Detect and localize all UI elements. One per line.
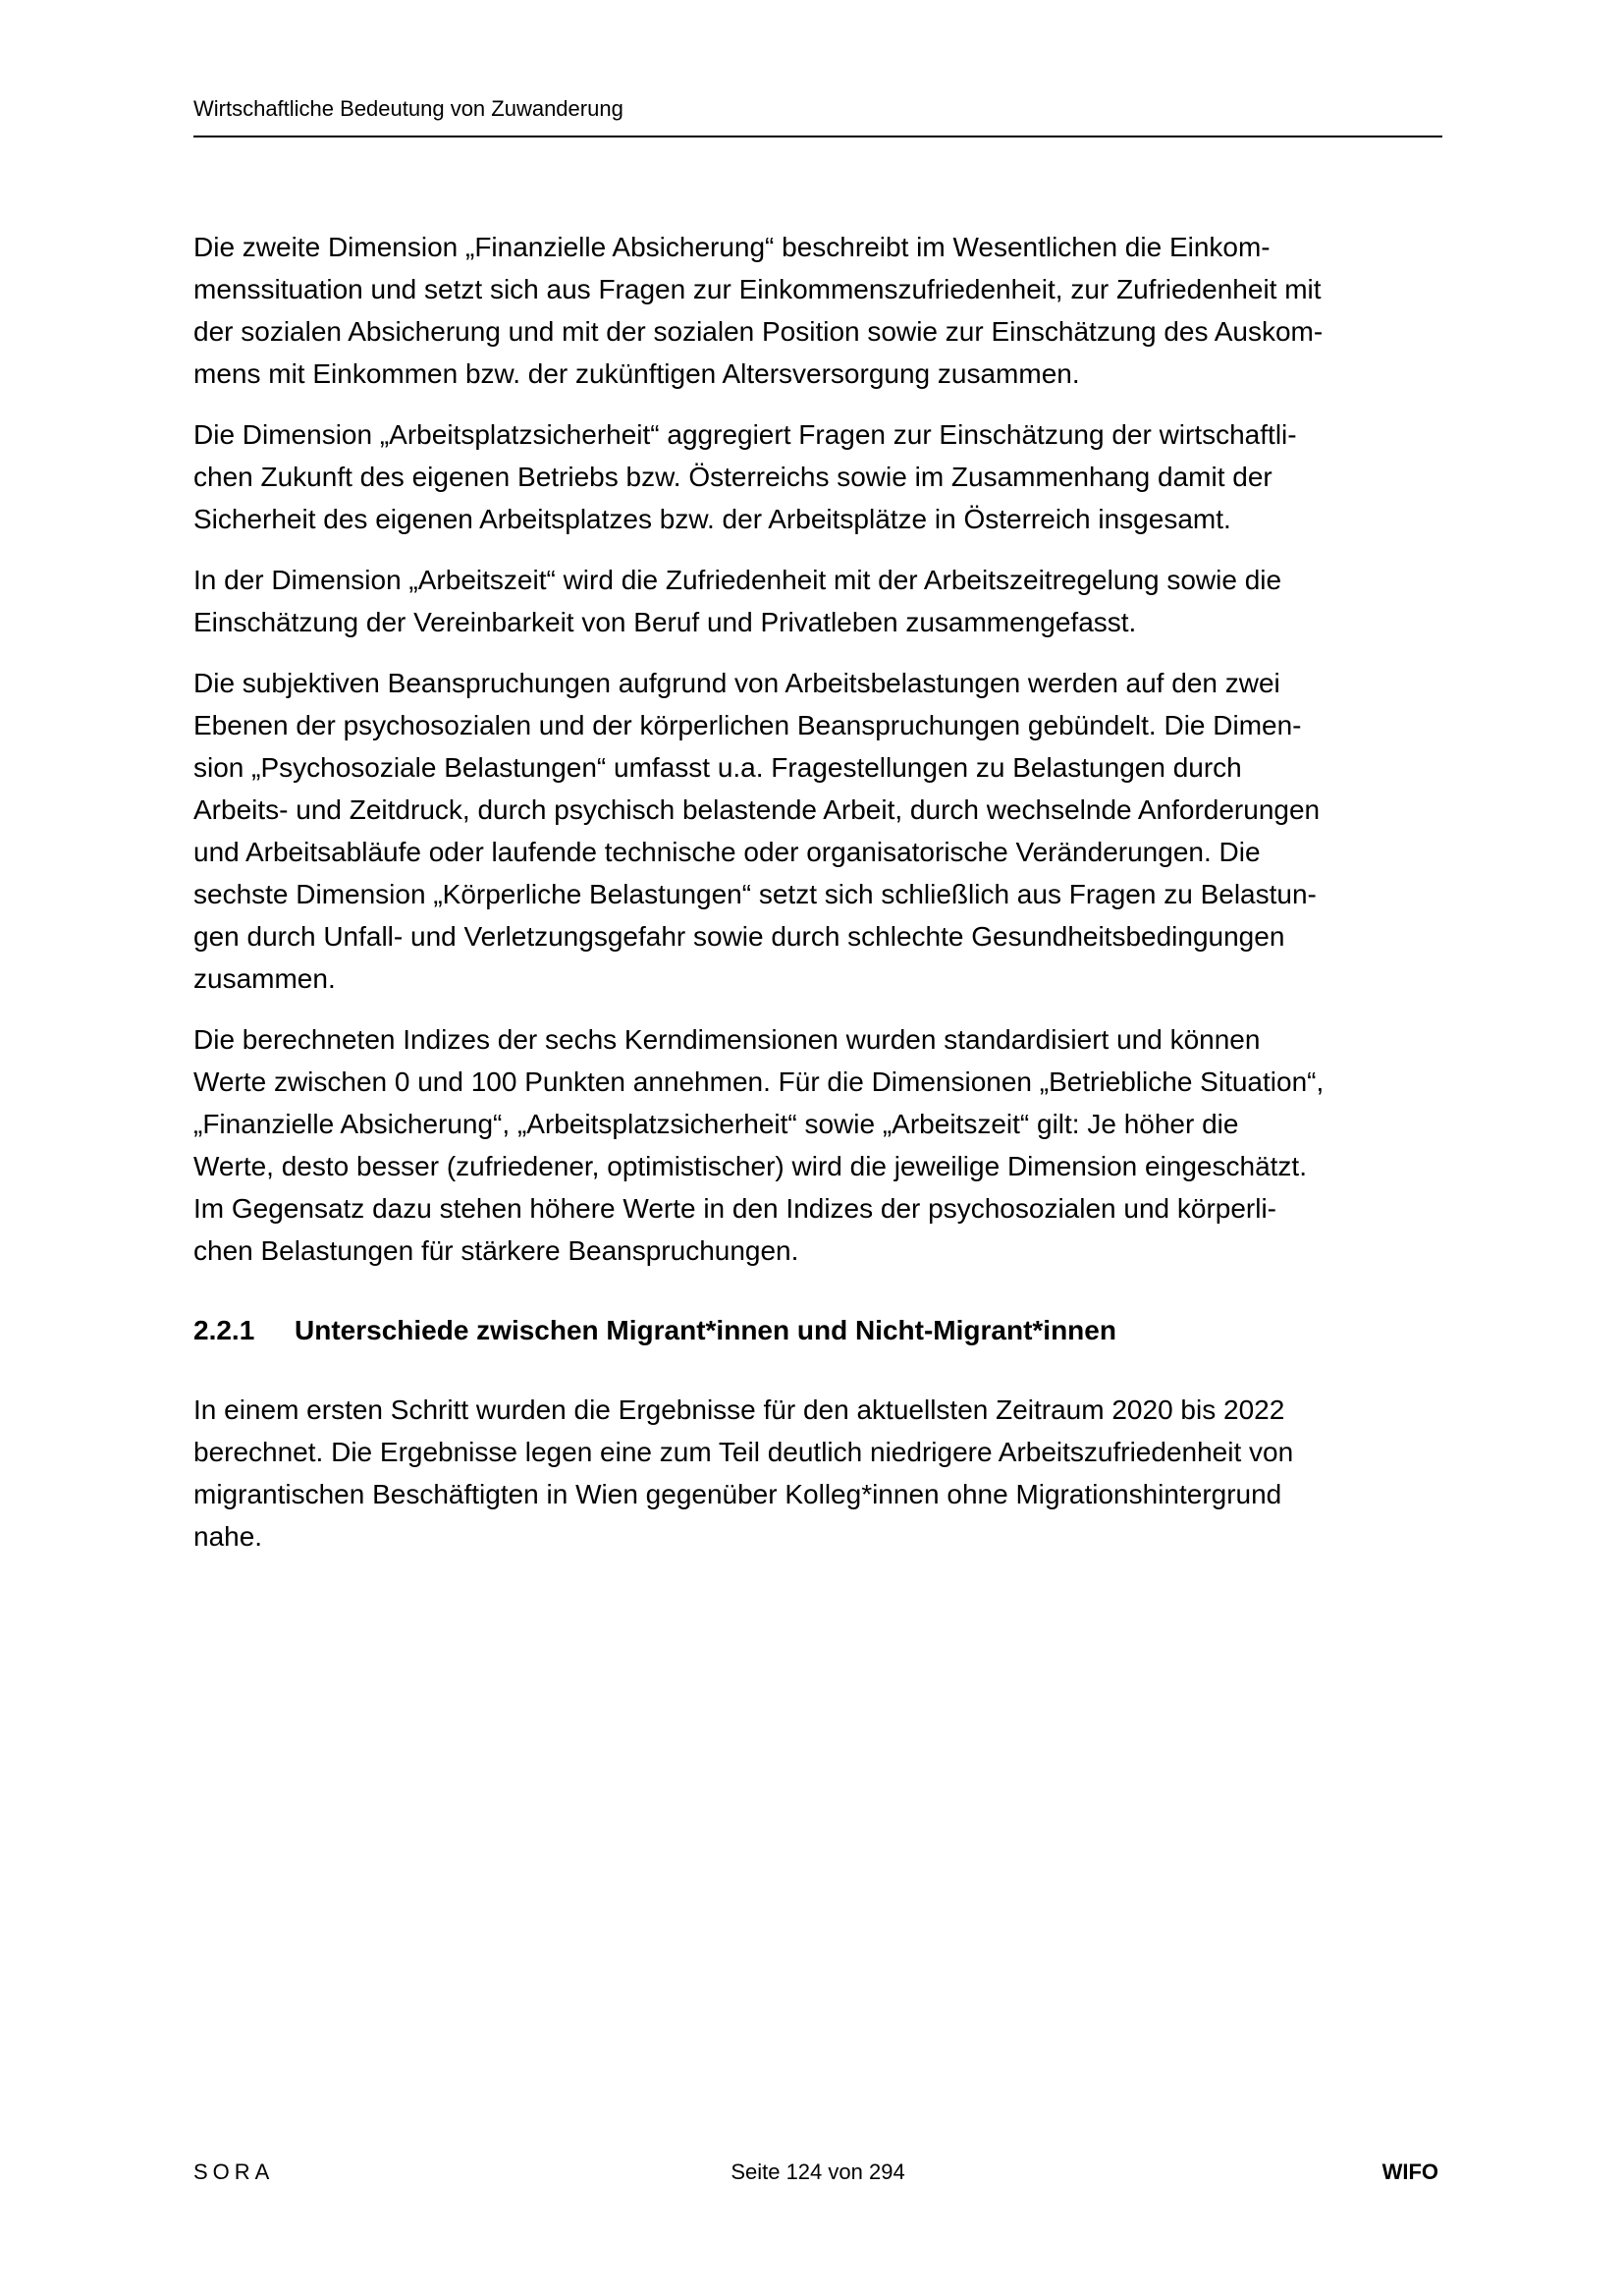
text-line: nahe. <box>193 1521 263 1552</box>
paragraph-results <box>193 1389 1442 1558</box>
text-line: mens mit Einkommen bzw. der zukünftigen Altersversorgung zusammen. <box>193 358 1080 389</box>
text-line: berechnet. Die Ergebnisse legen eine zum Teil deutlich niedrigere Arbeitszufriedenheit von <box>193 1437 1294 1467</box>
text-line: Arbeits- und Zeitdruck, durch psychisch belastende Arbeit, durch wechselnde Anforderungen <box>193 794 1321 825</box>
text-line: chen Zukunft des eigenen Betriebs bzw. Österreichs sowie im Zusammenhang damit der <box>193 462 1272 492</box>
page-footer <box>193 2158 1442 2191</box>
text-line: migrantischen Beschäftigten in Wien gegenüber Kolleg*innen ohne Migrationshintergrund <box>193 1479 1282 1509</box>
text-line: sechste Dimension „Körperliche Belastungen“ setzt sich schließlich aus Fragen zu Belastun- <box>193 879 1317 909</box>
text-line: Werte, desto besser (zufriedener, optimistischer) wird die jeweilige Dimension eingeschätzt. <box>193 1151 1307 1181</box>
page-header <box>193 96 1442 137</box>
section-heading <box>193 1309 1442 1351</box>
footer-publisher: SORA <box>193 2159 275 2184</box>
text-line: sion „Psychosoziale Belastungen“ umfasst u.a. Fragestellungen zu Belastungen durch <box>193 752 1242 783</box>
text-line: „Finanzielle Absicherung“, „Arbeitsplatzsicherheit“ sowie „Arbeitszeit“ gilt: Je höher die <box>193 1109 1239 1139</box>
page-number: Seite 124 von 294 <box>731 2159 905 2184</box>
paragraph-job-security <box>193 413 1442 540</box>
text-line: Die subjektiven Beanspruchungen aufgrund von Arbeitsbelastungen werden auf den zwei <box>193 668 1280 698</box>
section-number: 2.2.1 <box>193 1315 255 1345</box>
text-line: Die berechneten Indizes der sechs Kerndimensionen wurden standardisiert und können <box>193 1024 1261 1055</box>
text-line: Im Gegensatz dazu stehen höhere Werte in den Indizes der psychosozialen und körperli- <box>193 1193 1277 1224</box>
text-line: der sozialen Absicherung und mit der sozialen Position sowie zur Einschätzung des Auskom- <box>193 316 1324 347</box>
paragraph-indices <box>193 1018 1442 1272</box>
text-line: menssituation und setzt sich aus Fragen zur Einkommenszufriedenheit, zur Zufriedenheit mit <box>193 274 1322 304</box>
text-line: chen Belastungen für stärkere Beanspruchungen. <box>193 1235 799 1266</box>
paragraph-workload <box>193 662 1442 1000</box>
text-line: gen durch Unfall- und Verletzungsgefahr sowie durch schlechte Gesundheitsbedingungen <box>193 921 1285 952</box>
text-line: Werte zwischen 0 und 100 Punkten annehmen. Für die Dimensionen „Betriebliche Situation“, <box>193 1066 1325 1097</box>
section-title: Unterschiede zwischen Migrant*innen und Nicht-Migrant*innen <box>295 1315 1116 1345</box>
text-line: zusammen. <box>193 963 336 994</box>
text-line: Die Dimension „Arbeitsplatzsicherheit“ aggregiert Fragen zur Einschätzung der wirtschaftli- <box>193 419 1297 450</box>
header-title: Wirtschaftliche Bedeutung von Zuwanderung <box>193 96 623 121</box>
text-line: und Arbeitsabläufe oder laufende technische oder organisatorische Veränderungen. Die <box>193 837 1261 867</box>
main-content <box>193 226 1442 1576</box>
paragraph-working-time <box>193 559 1442 643</box>
footer-logo: WIFO <box>1381 2159 1438 2184</box>
text-line: Sicherheit des eigenen Arbeitsplatzes bzw. der Arbeitsplätze in Österreich insgesamt. <box>193 504 1231 534</box>
text-line: Ebenen der psychosozialen und der körperlichen Beanspruchungen gebündelt. Die Dimen- <box>193 710 1302 740</box>
text-line: Einschätzung der Vereinbarkeit von Beruf und Privatleben zusammengefasst. <box>193 607 1137 637</box>
paragraph-financial-security <box>193 226 1442 395</box>
text-line: Die zweite Dimension „Finanzielle Absicherung“ beschreibt im Wesentlichen die Einkom- <box>193 232 1271 262</box>
text-line: In der Dimension „Arbeitszeit“ wird die Zufriedenheit mit der Arbeitszeitregelung sowie die <box>193 565 1282 595</box>
text-line: In einem ersten Schritt wurden die Ergebnisse für den aktuellsten Zeitraum 2020 bis 2022 <box>193 1394 1285 1425</box>
